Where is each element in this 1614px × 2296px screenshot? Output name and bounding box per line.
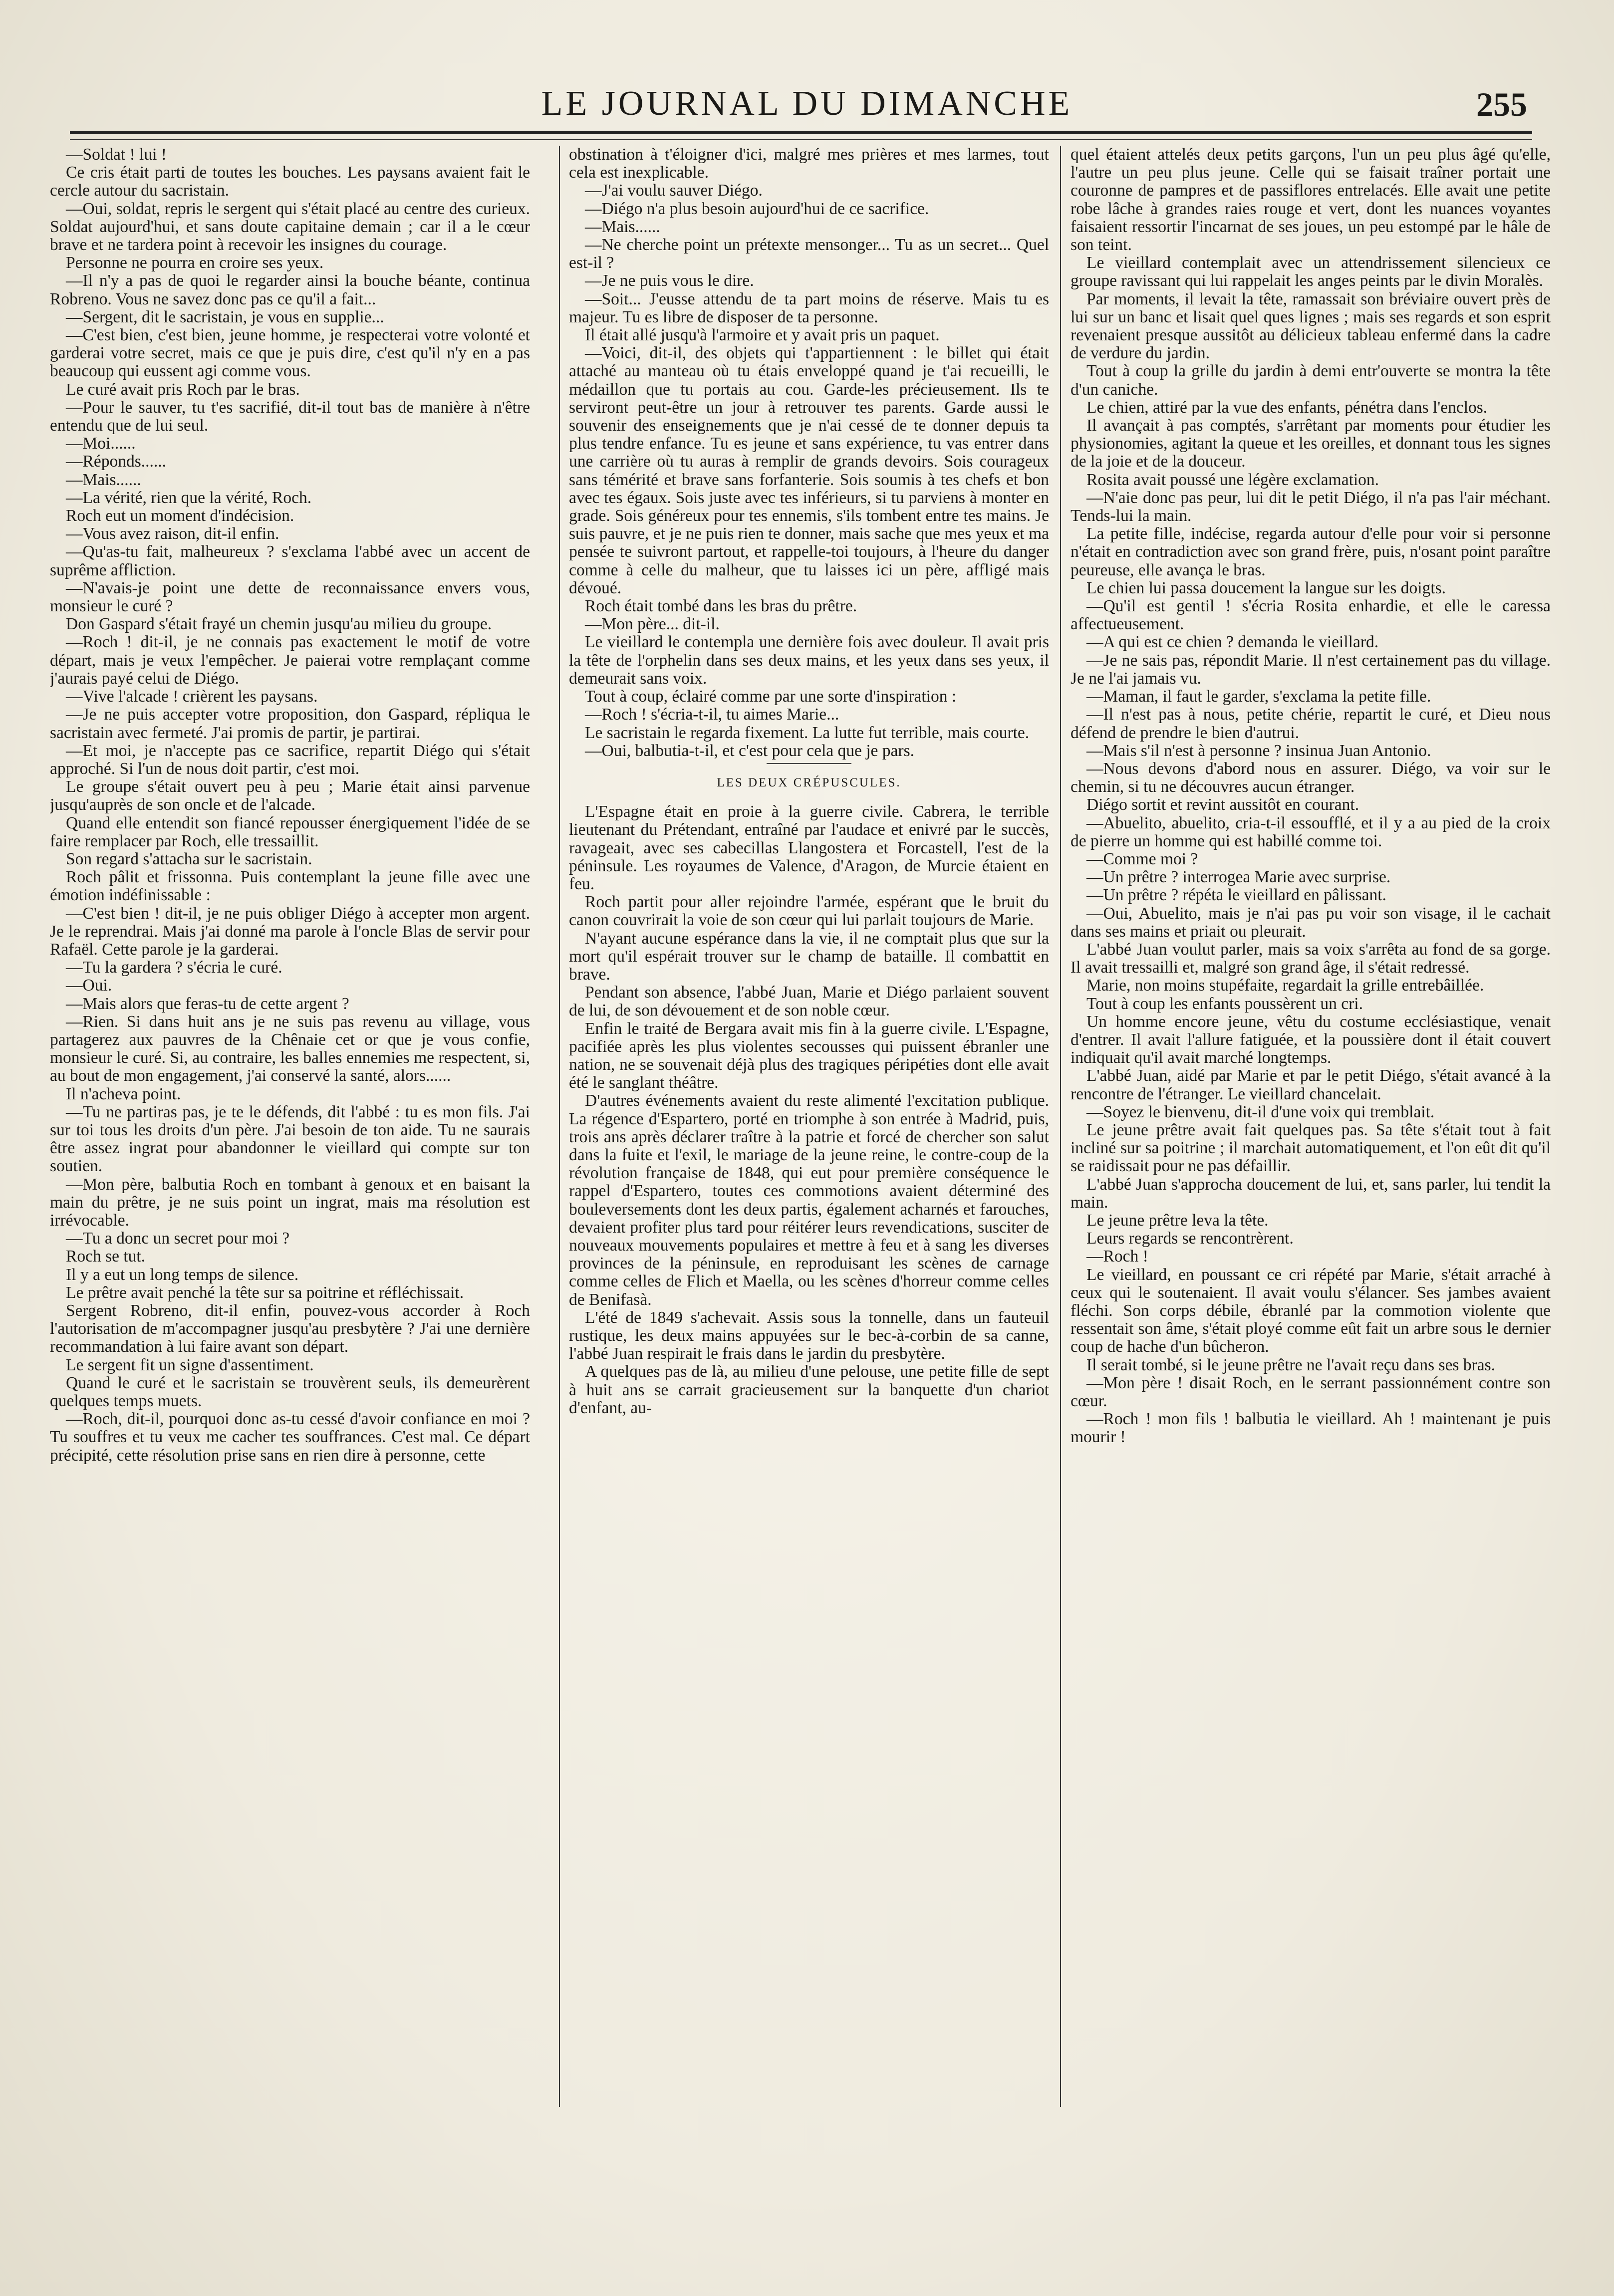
paragraph: A quelques pas de là, au milieu d'une pelouse, une petite fille de sept à huit ans se carrait gracieusement sur la banquette d'un chariot d'enfant, au-: [569, 1362, 1049, 1417]
paragraph: —A qui est ce chien ? demanda le vieillard.: [1086, 633, 1379, 652]
paragraph: —C'est bien ! dit-il, je ne puis obliger Diégo à accepter mon argent. Je le reprendrai. Mais j'ai donné ma parole à l'oncle Blas de servir pour Rafaël. Cette parole je la garderai.: [50, 904, 530, 959]
paragraph: —Tu la gardera ? s'écria le curé.: [66, 958, 282, 977]
paragraph: Tout à coup la grille du jardin à demi entr'ouverte se montra la tête d'un caniche.: [1071, 362, 1551, 399]
paragraph: —Rien. Si dans huit ans je ne suis pas revenu au village, vous partagerez aux pauvres de la Chênaie cet or que je vous confie, monsieur le curé. Si, au contraire, les balles ennemies me respectent, si, au bout de mon engagement, j'ai conservé la santé, alors......: [50, 1012, 530, 1085]
paragraph: Leurs regards se rencontrèrent.: [1086, 1229, 1294, 1248]
paragraph: Le chien, attiré par la vue des enfants, pénétra dans l'enclos.: [1086, 398, 1488, 417]
paragraph: Diégo sortit et revint aussitôt en courant.: [1086, 795, 1359, 814]
column-2-text-continued: [569, 803, 1049, 1417]
paragraph: —J'ai voulu sauver Diégo.: [585, 181, 763, 200]
journal-title: LE JOURNAL DU DIMANCHE: [541, 84, 1073, 123]
paragraph: —Il n'y a pas de quoi le regarder ainsi la bouche béante, continua Robreno. Vous ne savez donc pas ce qu'il a fait...: [50, 271, 530, 308]
section-heading: LES DEUX CRÉPUSCULES.: [717, 775, 901, 789]
article-column-3: [1071, 146, 1551, 2112]
paragraph: Un homme encore jeune, vêtu du costume ecclésiastique, venait d'entrer. Il avait l'allure fatiguée, et la poussière dont il était couvert indiquait qu'il avait marché longtemps.: [1071, 1012, 1551, 1067]
paragraph: —Oui, balbutia-t-il, et c'est pour cela que je pars.: [585, 741, 914, 760]
paragraph: —Roch ! s'écria-t-il, tu aimes Marie...: [585, 705, 839, 724]
paragraph: Roch pâlit et frissonna. Puis contemplant la jeune fille avec une émotion indéfinissable :: [50, 868, 530, 905]
header-rule-thin: [70, 139, 1532, 140]
paragraph: Tout à coup, éclairé comme par une sorte d'inspiration :: [585, 687, 957, 706]
column-divider: [1060, 146, 1061, 2107]
paragraph: —Qu'il est gentil ! s'écria Rosita enhardie, et elle le caressa affectueusement.: [1071, 597, 1551, 634]
paragraph: —Nous devons d'abord nous en assurer. Diégo, va voir sur le chemin, si tu ne découvres aucun étranger.: [1071, 759, 1551, 796]
paragraph: —Diégo n'a plus besoin aujourd'hui de ce sacrifice.: [585, 199, 929, 218]
paragraph: Ce cris était parti de toutes les bouches. Les paysans avaient fait le cercle autour du sacristain.: [50, 163, 530, 200]
column-2-text: [569, 146, 1049, 760]
paragraph: —Un prêtre ? répéta le vieillard en pâlissant.: [1086, 886, 1386, 905]
paragraph: N'ayant aucune espérance dans la vie, il ne comptait plus que sur la mort qu'il espérait trouver sur le champ de bataille. Il combattit en brave.: [569, 929, 1049, 984]
paragraph: Le sacristain le regarda fixement. La lutte fut terrible, mais courte.: [585, 723, 1030, 742]
paragraph: —Mais......: [585, 217, 660, 236]
paragraph: —Soldat ! lui !: [66, 146, 167, 164]
paragraph: —Vous avez raison, dit-il enfin.: [66, 524, 279, 543]
paragraph: —La vérité, rien que la vérité, Roch.: [66, 488, 312, 507]
paragraph: Roch eut un moment d'indécision.: [66, 507, 294, 525]
paragraph: —Roch, dit-il, pourquoi donc as-tu cessé d'avoir confiance en moi ? Tu souffres et tu veux me cacher tes souffrances. C'est mal. Ce départ précipité, cette résolution prise sans en rien dire à personne, cette: [50, 1410, 530, 1465]
header-rule-thick: [70, 131, 1532, 134]
paragraph: —C'est bien, c'est bien, jeune homme, je respecterai votre volonté et garderai votre secret, mais ce que je puis dire, c'est qu'il n'y en a pas beaucoup qui eussent agi comme vous.: [50, 326, 530, 381]
paragraph: —Mon père ! disait Roch, en le serrant passionnément contre son cœur.: [1071, 1373, 1551, 1411]
paragraph: —Réponds......: [66, 452, 166, 471]
paragraph: —Soit... J'eusse attendu de ta part moins de réserve. Mais tu es majeur. Tu es libre de disposer de ta personne.: [569, 289, 1049, 326]
paragraph: Enfin le traité de Bergara avait mis fin à la guerre civile. L'Espagne, pacifiée après les plus violentes secousses qui puissent ébranler une nation, ne se souvenait déjà plus des tragiques péripéties dont elle avait été le sanglant théâtre.: [569, 1019, 1049, 1092]
paragraph: —Je ne sais pas, répondit Marie. Il n'est certainement pas du village. Je ne l'ai jamais vu.: [1071, 651, 1551, 688]
paragraph: —Roch ! dit-il, je ne connais pas exactement le motif de votre départ, mais je veux l'empêcher. Je paierai votre remplaçant comme j'aurais payé celui de Diégo.: [50, 633, 530, 688]
paragraph: —Comme moi ?: [1086, 849, 1198, 868]
paragraph: —Mais......: [66, 470, 141, 489]
paragraph: Marie, non moins stupéfaite, regardait la grille entrebâillée.: [1086, 976, 1484, 995]
paragraph: Le vieillard contemplait avec un attendrissement silencieux ce groupe ravissant qui lui rappelait les anges peints par le divin Moralès.: [1071, 254, 1551, 290]
paragraph: Il était allé jusqu'à l'armoire et y avait pris un paquet.: [585, 326, 940, 345]
paragraph: Par moments, il levait la tête, ramassait son bréviaire ouvert près de lui sur un banc et lisait quel ques lignes ; mais ses regards et son esprit revenaient presque aussitôt au délicieux tableau enfermé dans la cadre de verdure du jardin.: [1071, 289, 1551, 363]
page-header: [0, 75, 1614, 130]
paragraph: Le vieillard le contempla une dernière fois avec douleur. Il avait pris la tête de l'orphelin dans ses deux mains, et les yeux dans ses yeux, il demeurait sans voix.: [569, 633, 1049, 688]
paragraph: —Un prêtre ? interrogea Marie avec surprise.: [1086, 868, 1391, 887]
paragraph: L'abbé Juan, aidé par Marie et par le petit Diégo, s'était avancé à la rencontre de l'étranger. Le vieillard chancelait.: [1071, 1066, 1551, 1103]
paragraph: Il avançait à pas comptés, s'arrêtant par moments pour étudier les physionomies, agitant la queue et les oreilles, et donnant tous les signes de la joie et de la douceur.: [1071, 416, 1551, 471]
paragraph: Son regard s'attacha sur le sacristain.: [66, 849, 312, 868]
paragraph: Le vieillard, en poussant ce cri répété par Marie, s'était arraché à ceux qui le soutenaient. Il avait voulu s'élancer. Ses jambes avaient fléchi. Son corps débile, ébranlé par la commotion violente que ressentait son âme, s'était ployé comme eût fait un arbre sous le dernier coup de hache d'un bûcheron.: [1071, 1265, 1551, 1356]
paragraph: —Pour le sauver, tu t'es sacrifié, dit-il tout bas de manière à n'être entendu que de lui seul.: [50, 398, 530, 435]
paragraph: Rosita avait poussé une légère exclamation.: [1086, 470, 1379, 489]
paragraph: Personne ne pourra en croire ses yeux.: [66, 254, 324, 272]
paragraph: —Oui.: [66, 976, 112, 995]
paragraph: —Oui, soldat, repris le sergent qui s'était placé au centre des curieux. Soldat aujourd'hui, et sans doute capitaine demain ; car il a le cœur brave et ne tardera point à recevoir les insignes du courage.: [50, 199, 530, 255]
paragraph: —Maman, il faut le garder, s'exclama la petite fille.: [1086, 687, 1431, 706]
paragraph: Il y a eut un long temps de silence.: [66, 1265, 299, 1284]
article-column-1: [50, 146, 530, 2112]
paragraph: Roch partit pour aller rejoindre l'armée, espérant que le bruit du canon couvrirait la voie de son cœur qui lui parlait toujours de Marie.: [569, 893, 1049, 930]
paragraph: Sergent Robreno, dit-il enfin, pouvez-vous accorder à Roch l'autorisation de m'accompagner jusqu'au presbytère ? J'ai une dernière recommandation à lui faire avant son départ.: [50, 1301, 530, 1356]
section-rule: [767, 763, 851, 764]
paragraph: D'autres événements avaient du reste alimenté l'excitation publique. La régence d'Espartero, porté en triomphe à son entrée à Madrid, puis, trois ans après déclarer traître à la patrie et forcé de chercher son salut dans la fuite et l'exil, le mariage de la jeune reine, le contre-coup de la révolution française de 1848, qui eut pour première conséquence le rappel d'Espartero, toutes ces commotions avaient déterminé des bouleversements dont les deux partis, également acharnés et farouches, devaient profiter plus tard pour réitérer leurs revendications, susciter de nouveaux mouvements populaires et mettre à feu et à sang les diverses provinces de la péninsule, en reproduisant les scènes de carnage comme celles de Flich et Maella, ou les scènes d'horreur comme celles de Benifasà.: [569, 1091, 1049, 1309]
paragraph: Quand elle entendit son fiancé repousser énergiquement l'idée de se faire remplacer par Roch, elle tressaillit.: [50, 813, 530, 850]
paragraph: —Mais s'il n'est à personne ? insinua Juan Antonio.: [1086, 741, 1431, 760]
paragraph: —Tu a donc un secret pour moi ?: [66, 1229, 290, 1248]
paragraph: —Mon père... dit-il.: [585, 615, 720, 634]
paragraph: L'abbé Juan voulut parler, mais sa voix s'arrêta au fond de sa gorge. Il avait tressailli et, malgré son grand âge, il s'était redressé.: [1071, 940, 1551, 977]
paragraph: —Je ne puis accepter votre proposition, don Gaspard, répliqua le sacristain avec fermeté. J'ai promis de partir, je partirai.: [50, 705, 530, 742]
paragraph: L'été de 1849 s'achevait. Assis sous la tonnelle, dans un fauteuil rustique, les deux mains appuyées sur le bec-à-corbin de sa canne, l'abbé Juan respirait le frais dans le jardin du presbytère.: [569, 1308, 1049, 1363]
paragraph: —Sergent, dit le sacristain, je vous en supplie...: [66, 307, 384, 326]
paragraph: —Abuelito, abuelito, cria-t-il essoufflé, et il y a au pied de la croix de pierre un homme qui est habillé comme toi.: [1071, 813, 1551, 850]
paragraph: Pendant son absence, l'abbé Juan, Marie et Diégo parlaient souvent de lui, de son dévouement et de son noble cœur.: [569, 983, 1049, 1020]
paragraph: —Moi......: [66, 434, 136, 453]
paragraph: Le groupe s'était ouvert peu à peu ; Marie était ainsi parvenue jusqu'auprès de son oncle et de l'alcade.: [50, 777, 530, 814]
paragraph: —Roch !: [1086, 1247, 1148, 1266]
paragraph: —Et moi, je n'accepte pas ce sacrifice, repartit Diégo qui s'était approché. Si l'un de nous doit partir, c'est moi.: [50, 741, 530, 778]
paragraph: Tout à coup les enfants poussèrent un cri.: [1086, 994, 1363, 1013]
paragraph: Le curé avait pris Roch par le bras.: [66, 380, 300, 399]
paragraph: —Mais alors que feras-tu de cette argent ?: [66, 994, 349, 1013]
paragraph: —N'aie donc pas peur, lui dit le petit Diégo, il n'a pas l'air méchant. Tends-lui la main.: [1071, 488, 1551, 525]
paragraph: La petite fille, indécise, regarda autour d'elle pour voir si personne n'était en contradiction avec son grand frère, puis, n'osant point paraître peureuse, elle avança le bras.: [1071, 524, 1551, 579]
paragraph: Le jeune prêtre leva la tête.: [1086, 1211, 1269, 1230]
paragraph: —Qu'as-tu fait, malheureux ? s'exclama l'abbé avec un accent de suprême affliction.: [50, 542, 530, 579]
paragraph: —Soyez le bienvenu, dit-il d'une voix qui tremblait.: [1086, 1102, 1435, 1121]
column-divider: [559, 146, 560, 2107]
paragraph: —Mon père, balbutia Roch en tombant à genoux et en baisant la main du prêtre, je ne suis point un ingrat, mais ma résolution est irrévocable.: [50, 1175, 530, 1230]
paragraph: L'Espagne était en proie à la guerre civile. Cabrera, le terrible lieutenant du Prétendant, entraîné par l'audace et enivré par le succès, ravageait, avec ses cabecillas Llangostera et Forcastell, l'est de la péninsule. Les royaumes de Valence, d'Aragon, de Murcie étaient en feu.: [569, 802, 1049, 893]
paragraph: —Ne cherche point un prétexte mensonger... Tu as un secret... Quel est-il ?: [569, 236, 1049, 272]
paragraph: —Roch ! mon fils ! balbutia le vieillard. Ah ! maintenant je puis mourir !: [1071, 1410, 1551, 1447]
paragraph: —Je ne puis vous le dire.: [585, 271, 754, 290]
paragraph: Le jeune prêtre avait fait quelques pas. Sa tête s'était tout à fait incliné sur sa poitrine ; il marchait automatiquement, et l'on eût dit qu'il se raidissait pour ne pas défaillir.: [1071, 1120, 1551, 1176]
paragraph: obstination à t'éloigner d'ici, malgré mes prières et mes larmes, tout cela est inexplicable.: [569, 146, 1049, 182]
paragraph: —Il n'est pas à nous, petite chérie, repartit le curé, et Dieu nous défend de prendre le bien d'autrui.: [1071, 705, 1551, 742]
paragraph: —Voici, dit-il, des objets qui t'appartiennent : le billet qui était attaché au manteau où tu étais enveloppé quand je t'ai recueilli, le médaillon que tu portais au cou. Garde-les précieusement. Ils te serviront peut-être un jour à retrouver tes parents. Garde aussi le souvenir des enseignements que je n'ai cessé de te donner depuis ta plus tendre enfance. Tu es jeune et sans expérience, tu vas entrer dans une carrière où tu auras à remplir de grands devoirs. Sois courageux sans témérité et brave sans forfanterie. Sois soumis à tes chefs et bon avec tes égaux. Sois juste avec tes inférieurs, si tu parviens à monter en grade. Sois généreux pour tes ennemis, s'ils tombent entre tes mains. Je suis pauvre, et je ne puis rien te donner, mais sache que mes yeux et ma pensée te suivront partout, et rappelle-toi toujours, à l'heure du danger comme à celle du malheur, que tu laisses ici un père, affligé mais dévoué.: [569, 344, 1049, 597]
paragraph: —Oui, Abuelito, mais je n'ai pas pu voir son visage, il le cachait dans ses mains et priait ou pleurait.: [1071, 904, 1551, 941]
page-number: 255: [1476, 85, 1527, 123]
paragraph: quel étaient attelés deux petits garçons, l'un un peu plus âgé qu'elle, l'autre un peu plus jeune. Celle qui se faisait traîner portait une couronne de pampres et de passiflores entrelacés. Elle avait une petite robe lâche à grandes raies rouge et vert, dont les nuances voyantes faisaient ressortir l'incarnat de ses joues, un peu estompé par le hâle de son teint.: [1071, 146, 1551, 255]
paragraph: Le sergent fit un signe d'assentiment.: [66, 1355, 314, 1374]
paragraph: Il serait tombé, si le jeune prêtre ne l'avait reçu dans ses bras.: [1086, 1355, 1496, 1374]
paragraph: —N'avais-je point une dette de reconnaissance envers vous, monsieur le curé ?: [50, 578, 530, 616]
paragraph: Roch se tut.: [66, 1247, 146, 1266]
paragraph: Don Gaspard s'était frayé un chemin jusqu'au milieu du groupe.: [66, 615, 492, 634]
paragraph: Il n'acheva point.: [66, 1084, 181, 1103]
paragraph: Roch était tombé dans les bras du prêtre.: [585, 597, 857, 616]
article-column-2: [569, 146, 1049, 2112]
paragraph: —Vive l'alcade ! crièrent les paysans.: [66, 687, 318, 706]
paragraph: Le chien lui passa doucement la langue sur les doigts.: [1086, 578, 1446, 597]
paragraph: —Tu ne partiras pas, je te le défends, dit l'abbé : tu es mon fils. J'ai sur toi tous les droits d'un père. J'ai besoin de ton aide. Tu ne saurais être assez ingrat pour abandonner le vieillard qui compte sur ton soutien.: [50, 1102, 530, 1176]
paragraph: L'abbé Juan s'approcha doucement de lui, et, sans parler, lui tendit la main.: [1071, 1175, 1551, 1212]
paragraph: Le prêtre avait penché la tête sur sa poitrine et réfléchissait.: [66, 1283, 464, 1302]
paragraph: Quand le curé et le sacristain se trouvèrent seuls, ils demeurèrent quelques temps muets.: [50, 1373, 530, 1411]
